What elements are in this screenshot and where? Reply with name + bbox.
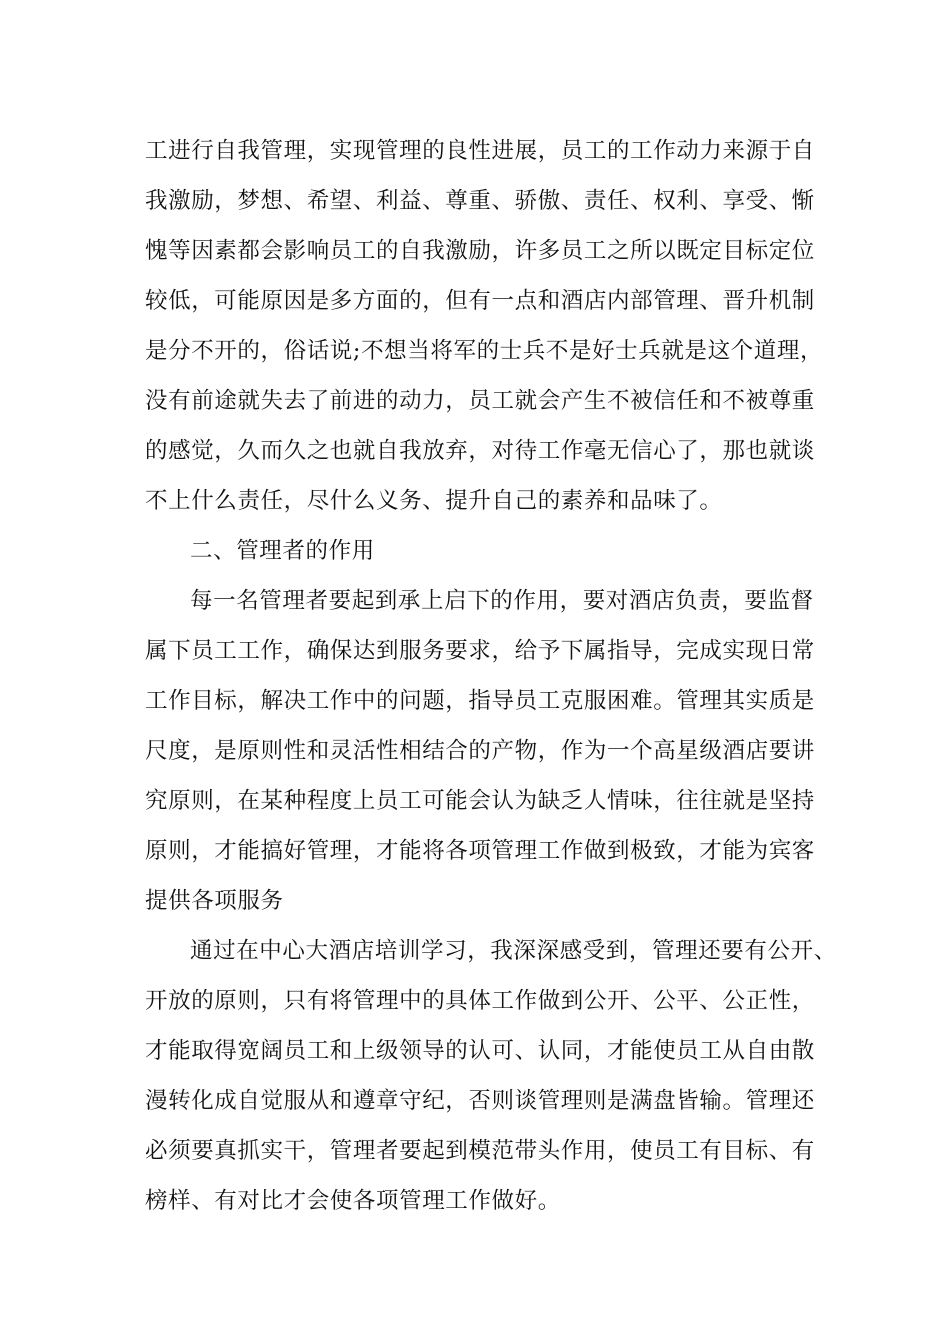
text-line: 究原则，在某种程度上员工可能会认为缺乏人情味，往往就是坚持 (145, 788, 815, 814)
paragraph-continued (145, 126, 845, 526)
text-line: 我激励，梦想、希望、利益、尊重、骄傲、责任、权利、享受、惭 (145, 188, 815, 214)
text-line: 愧等因素都会影响员工的自我激励，许多员工之所以既定目标定位 (145, 238, 815, 264)
text-line: 每一名管理者要起到承上启下的作用，要对酒店负责，要监督 (190, 588, 814, 614)
text-line: 漫转化成自觉服从和遵章守纪，否则谈管理则是满盘皆输。管理还 (145, 1088, 815, 1114)
paragraph-managers (145, 576, 845, 926)
text-line: 开放的原则，只有将管理中的具体工作做到公开、公平、公正性， (145, 988, 815, 1014)
text-line: 通过在中心大酒店培训学习，我深深感受到，管理还要有公开、 (190, 938, 837, 964)
text-line: 不上什么责任，尽什么义务、提升自己的素养和品味了。 (145, 488, 723, 514)
text-line: 属下员工工作，确保达到服务要求，给予下属指导，完成实现日常 (145, 638, 815, 664)
text-line: 是分不开的，俗话说;不想当将军的士兵不是好士兵就是这个道理， (145, 338, 824, 364)
text-line: 才能取得宽阔员工和上级领导的认可、认同，才能使员工从自由散 (145, 1038, 815, 1064)
text-line: 工进行自我管理，实现管理的良性进展，员工的工作动力来源于自 (145, 138, 815, 164)
text-line: 榜样、有对比才会使各项管理工作做好。 (145, 1188, 561, 1214)
text-line: 工作目标，解决工作中的问题，指导员工克服困难。管理其实质是 (145, 688, 815, 714)
text-line: 没有前途就失去了前进的动力，员工就会产生不被信任和不被尊重 (145, 388, 815, 414)
text-line: 尺度，是原则性和灵活性相结合的产物，作为一个高星级酒店要讲 (145, 738, 815, 764)
text-line: 的感觉，久而久之也就自我放弃，对待工作毫无信心了，那也就谈 (145, 438, 815, 464)
text-line: 原则，才能搞好管理，才能将各项管理工作做到极致，才能为宾客 (145, 838, 815, 864)
text-line: 提供各项服务 (145, 888, 284, 914)
body-text (145, 126, 845, 1226)
paragraph-training (145, 926, 845, 1226)
text-line: 必须要真抓实干，管理者要起到模范带头作用，使员工有目标、有 (145, 1138, 815, 1164)
section-heading: 二、管理者的作用 (190, 538, 375, 564)
text-line: 较低，可能原因是多方面的，但有一点和酒店内部管理、晋升机制 (145, 288, 815, 314)
